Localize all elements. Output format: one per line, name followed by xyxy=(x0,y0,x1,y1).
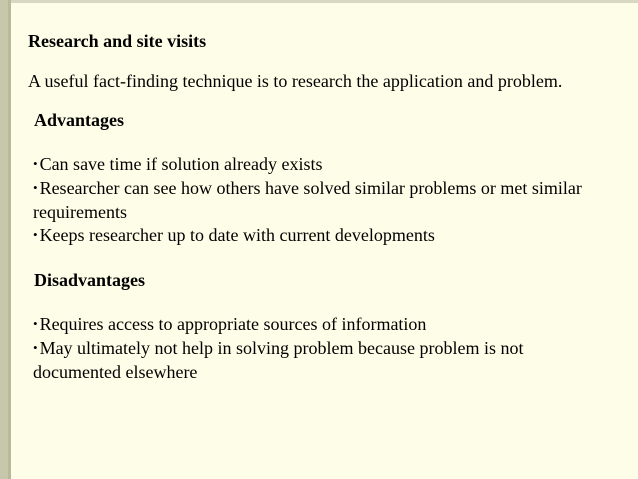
list-item xyxy=(33,313,593,337)
disadvantages-list xyxy=(33,313,593,384)
intro-paragraph: A useful fact-finding technique is to research the application and problem. xyxy=(28,71,563,91)
list-item-text: May ultimately not help in solving problem because problem is not documented elsewhere xyxy=(33,338,524,382)
advantages-heading: Advantages xyxy=(34,110,125,130)
left-accent-bar-shade xyxy=(8,0,11,479)
list-item xyxy=(33,224,593,248)
bullet-icon: • xyxy=(33,316,38,331)
bullet-icon: • xyxy=(33,180,38,195)
left-accent-bar xyxy=(0,0,11,479)
bullet-icon: • xyxy=(33,227,38,242)
list-item-text: Researcher can see how others have solved similar problems or met similar requirements xyxy=(33,178,582,222)
disadvantages-heading: Disadvantages xyxy=(34,270,146,290)
bullet-icon: • xyxy=(33,340,38,355)
list-item-text: Requires access to appropriate sources of information xyxy=(39,314,427,334)
list-item xyxy=(33,337,593,384)
top-border-line xyxy=(11,0,638,3)
slide-title: Research and site visits xyxy=(28,31,207,51)
slide-content xyxy=(28,30,588,405)
list-item-text: Keeps researcher up to date with current developments xyxy=(39,225,435,245)
list-item xyxy=(33,177,593,224)
bullet-icon: • xyxy=(33,156,38,171)
list-item-text: Can save time if solution already exists xyxy=(39,154,323,174)
advantages-list xyxy=(33,153,593,248)
list-item xyxy=(33,153,593,177)
